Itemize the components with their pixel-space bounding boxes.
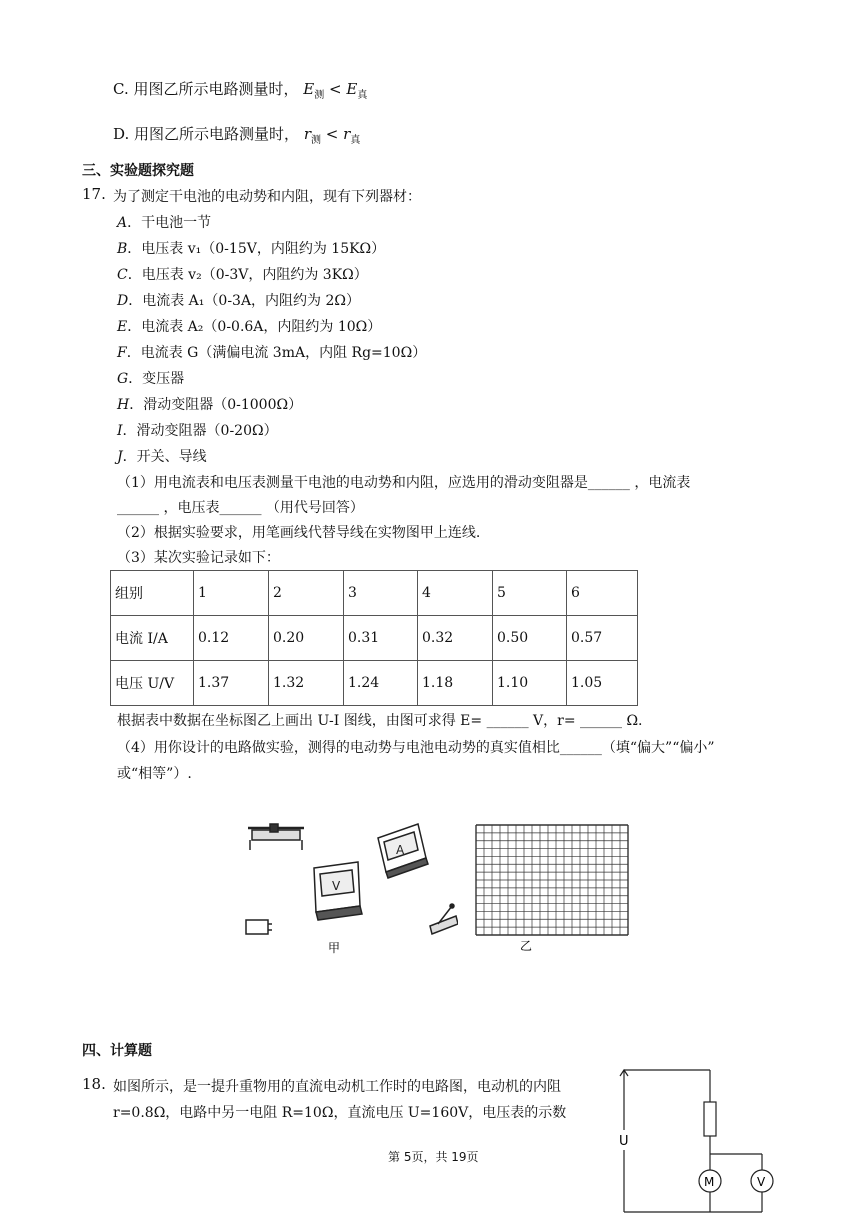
circuit-v-label: V [757, 1175, 766, 1189]
section-3-title: 三、实验题探究题 [82, 163, 194, 179]
grid-figure-yi [472, 823, 632, 953]
table-cell: 0.32 [418, 616, 493, 661]
q17-item [117, 394, 302, 414]
item-letter: A [117, 215, 128, 231]
q17-sub2: （2）根据实验要求，用笔画线代替导线在实物图甲上连线. [117, 525, 481, 541]
ammeter-icon [378, 824, 428, 878]
table-cell: 6 [567, 571, 638, 616]
table-cell: 0.12 [194, 616, 269, 661]
q17-item [117, 446, 207, 466]
table-cell: 1.10 [493, 661, 567, 706]
item-letter: I [117, 423, 123, 439]
apparatus-figure-jia [238, 820, 458, 960]
table-cell: 1 [194, 571, 269, 616]
table-cell: 1.18 [418, 661, 493, 706]
q18-number: 18. [82, 1075, 106, 1093]
q17-item [117, 368, 184, 388]
q17-item [117, 342, 426, 362]
option-d-op: < [325, 125, 339, 143]
page-footer: 第 5页，共 19页 [388, 1150, 479, 1164]
q17-item [117, 212, 211, 232]
option-d-rhs-sub: 真 [350, 135, 361, 146]
option-c-op: < [329, 80, 342, 98]
q17-item [117, 264, 368, 284]
battery-icon [246, 920, 272, 934]
q17-number: 17. [82, 185, 106, 203]
data-table [110, 570, 638, 706]
table-cell: 0.20 [269, 616, 344, 661]
item-text: ．电流表 A₁（0-3A，内阻约为 2Ω） [128, 293, 361, 309]
rheostat-icon [248, 824, 304, 850]
q17-item [117, 290, 360, 310]
option-c-text: 用图乙所示电路测量时， [133, 80, 299, 98]
q17-stem: 为了测定干电池的电动势和内阻，现有下列器材： [113, 189, 421, 205]
table-cell: 电流 I/A [111, 616, 194, 661]
q17-item [117, 238, 385, 258]
item-letter: G [117, 371, 129, 387]
circuit-u-label: U [619, 1134, 629, 1149]
q18-line1: 如图所示，是一提升重物用的直流电动机工作时的电路图，电动机的内阻 [113, 1079, 561, 1095]
q17-sub4-line1: （4）用你设计的电路做实验，测得的电动势与电池电动势的真实值相比______（填“偏大”“偏小” [117, 740, 715, 756]
option-d [113, 123, 360, 146]
item-letter: B [117, 241, 128, 257]
table-cell: 1.05 [567, 661, 638, 706]
table-cell: 2 [269, 571, 344, 616]
table-cell: 组别 [111, 571, 194, 616]
table-cell: 0.31 [344, 616, 418, 661]
table-cell: 5 [493, 571, 567, 616]
figure-yi-caption: 乙 [520, 939, 533, 953]
table-cell: 1.37 [194, 661, 269, 706]
option-c-rhs: E [346, 80, 358, 98]
table-cell: 1.24 [344, 661, 418, 706]
item-letter: F [117, 345, 127, 361]
ammeter-label: A [396, 843, 405, 857]
q17-sub1-line1: （1）用电流表和电压表测量干电池的电动势和内阻，应选用的滑动变阻器是______ ，电流表 [117, 475, 691, 491]
item-text: ．电流表 A₂（0-0.6A，内阻约为 10Ω） [127, 319, 382, 335]
option-c [113, 78, 367, 101]
item-letter: J [117, 449, 123, 465]
circuit-m-label: M [704, 1175, 715, 1189]
item-letter: C [117, 267, 128, 283]
table-row [111, 616, 638, 661]
q17-item [117, 316, 381, 336]
option-d-rhs: r [343, 125, 351, 143]
table-row [111, 661, 638, 706]
item-letter: D [117, 293, 129, 309]
item-text: ．电流表 G（满偏电流 3mA，内阻 Rg=10Ω） [126, 345, 427, 361]
option-c-rhs-sub: 真 [357, 90, 368, 101]
item-text: ．滑动变阻器（0-1000Ω） [129, 397, 303, 413]
item-letter: H [117, 397, 130, 413]
item-letter: E [117, 319, 128, 335]
voltmeter-label: V [332, 879, 341, 893]
option-d-lhs: r [303, 125, 312, 143]
option-c-letter: C. [113, 80, 129, 98]
option-d-lhs-sub: 测 [311, 135, 322, 146]
q17-sub3: （3）某次实验记录如下： [117, 550, 280, 566]
figure-jia-caption: 甲 [328, 941, 341, 955]
table-cell: 1.32 [269, 661, 344, 706]
table-cell: 3 [344, 571, 418, 616]
table-cell: 4 [418, 571, 493, 616]
voltmeter-icon [314, 862, 362, 920]
item-text: ．电压表 v₂（0-3V，内阻约为 3KΩ） [127, 267, 368, 283]
q17-sub1-line2: ______ ，电压表______ （用代号回答） [117, 500, 364, 516]
table-row [111, 571, 638, 616]
option-c-lhs-sub: 测 [314, 90, 325, 101]
item-text: ．干电池一节 [127, 215, 212, 231]
item-text: ．开关、导线 [122, 449, 207, 465]
option-c-lhs: E [303, 80, 315, 98]
q17-sub4-line2: 或“相等”）. [117, 766, 192, 782]
table-cell: 0.57 [567, 616, 638, 661]
option-d-letter: D. [113, 125, 130, 143]
option-d-text: 用图乙所示电路测量时， [134, 125, 300, 143]
table-cell: 0.50 [493, 616, 567, 661]
item-text: ．滑动变阻器（0-20Ω） [122, 423, 278, 439]
item-text: ．变压器 [128, 371, 185, 387]
switch-icon [430, 904, 458, 934]
q17-after-table: 根据表中数据在坐标图乙上画出 U-I 图线，由图可求得 E= ______ V，r= ______ Ω. [117, 713, 643, 729]
resistor-icon [704, 1102, 716, 1136]
q17-item [117, 420, 278, 440]
table-cell: 电压 U/V [111, 661, 194, 706]
item-text: ．电压表 v₁（0-15V，内阻约为 15KΩ） [127, 241, 386, 257]
section-4-title: 四、计算题 [82, 1043, 152, 1059]
motor-circuit-diagram [600, 1062, 790, 1216]
q18-line2: r=0.8Ω，电路中另一电阻 R=10Ω，直流电压 U=160V，电压表的示数 [113, 1105, 567, 1121]
coordinate-grid [476, 825, 628, 935]
